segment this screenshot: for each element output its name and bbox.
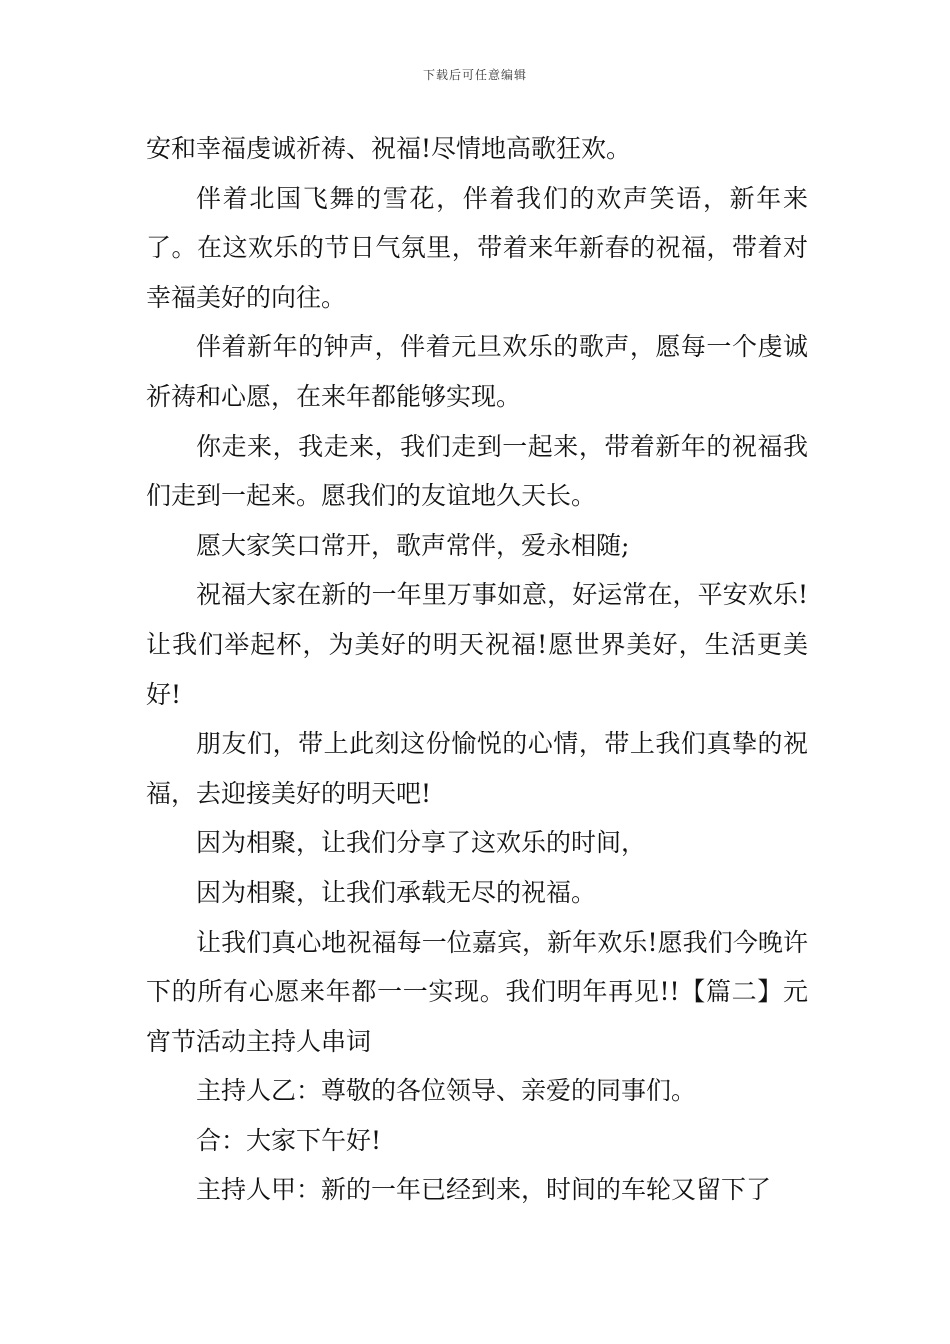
paragraph: 合：大家下午好! [196, 1125, 382, 1155]
header-note: 下载后可任意编辑 [422, 68, 527, 82]
paragraph: 因为相聚，让我们分享了这欢乐的时间， [196, 828, 647, 858]
paragraph: 伴着新年的钟声，伴着元旦欢乐的歌声，愿每一个虔诚祈祷和心愿，在来年都能够实现。 [146, 332, 808, 411]
paragraph: 你走来，我走来，我们走到一起来，带着新年的祝福我们走到一起来。愿我们的友谊地久天长。 [146, 431, 808, 511]
paragraph: 祝福大家在新的一年里万事如意，好运常在，平安欢乐!让我们举起杯，为美好的明天祝福!愿世界美好，生活更美好! [146, 580, 808, 709]
paragraph: 主持人乙：尊敬的各位领导、亲爱的同事们。 [196, 1076, 697, 1106]
paragraph: 因为相聚，让我们承载无尽的祝福。 [196, 877, 597, 907]
paragraph: 主持人甲：新的一年已经到来，时间的车轮又留下了 [196, 1175, 772, 1205]
paragraph: 愿大家笑口常开，歌声常伴，爱永相随; [196, 530, 630, 560]
paragraph: 伴着北国飞舞的雪花，伴着我们的欢声笑语，新年来了。在这欢乐的节日气氛里，带着来年新春的祝福，带着对幸福美好的向往。 [146, 183, 808, 312]
document-body [146, 124, 808, 1215]
paragraph-continuation: 安和幸福虔诚祈祷、祝福!尽情地高歌狂欢。 [146, 134, 632, 163]
paragraph: 朋友们，带上此刻这份愉悦的心情，带上我们真挚的祝福，去迎接美好的明天吧! [146, 729, 808, 808]
paragraph: 让我们真心地祝福每一位嘉宾，新年欢乐!愿我们今晚许下的所有心愿来年都一一实现。我们明年再见!!【篇二】元宵节活动主持人串词 [146, 927, 808, 1056]
